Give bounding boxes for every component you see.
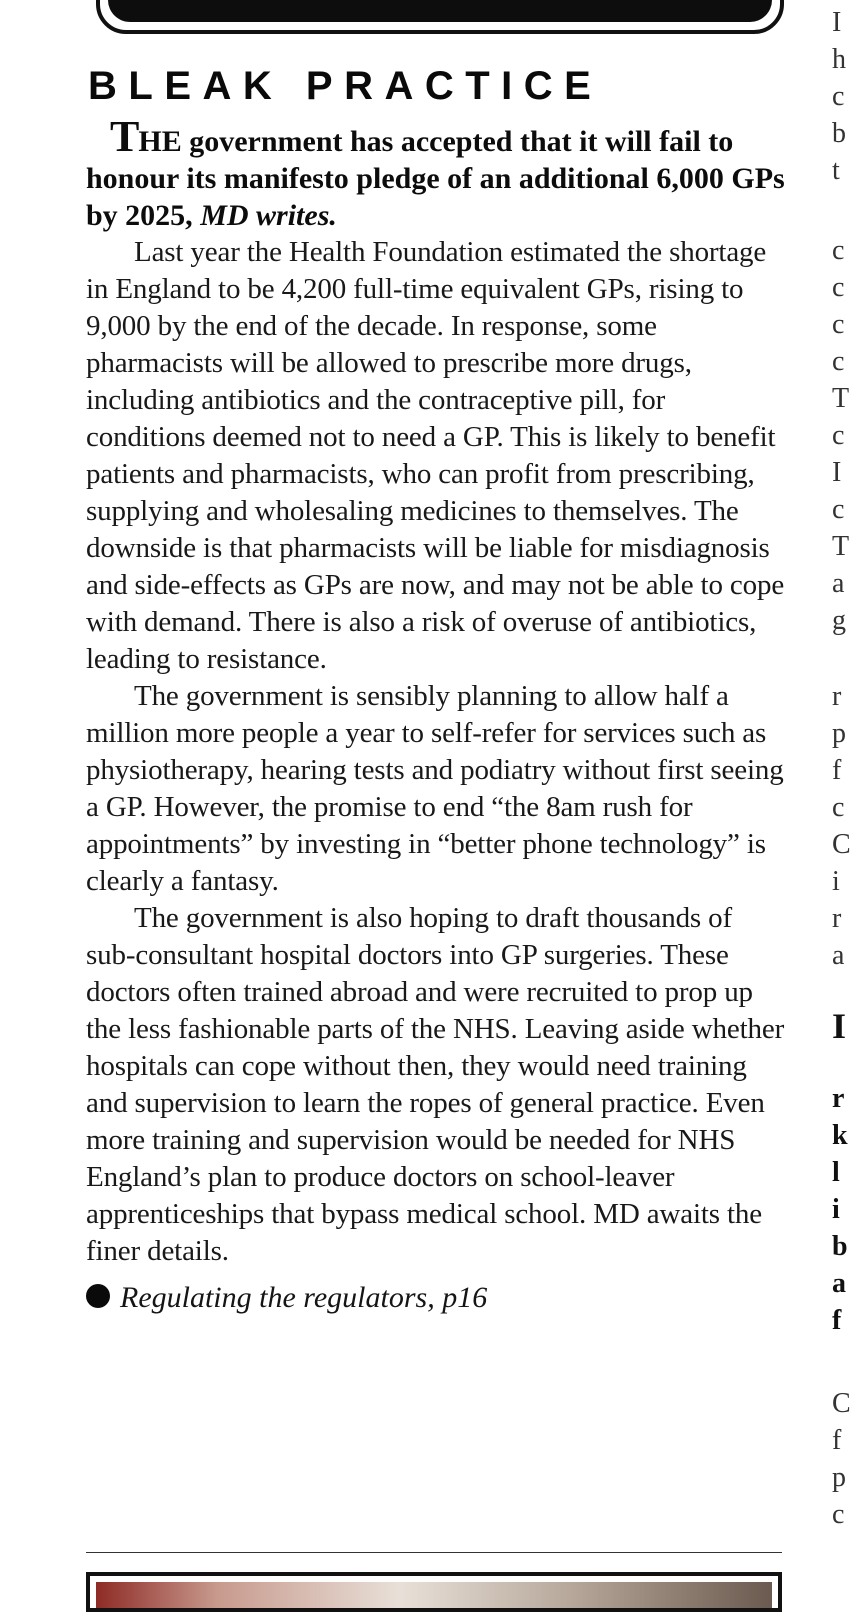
fragment-letter: C: [832, 829, 851, 860]
fragment-letter: a: [832, 1268, 846, 1299]
cross-reference-text: Regulating the regulators, p16: [120, 1281, 488, 1314]
fragment-letter: i: [832, 1194, 840, 1225]
fragment-letter: c: [832, 420, 845, 451]
bottom-photo: [96, 1582, 772, 1608]
article-headline: BLEAK PRACTICE: [88, 64, 603, 108]
fragment-letter: c: [832, 346, 845, 377]
fragment-letter: c: [832, 792, 845, 823]
bottom-divider: [86, 1552, 782, 1553]
fragment-letter: f: [832, 1305, 842, 1336]
fragment-letter: p: [832, 1462, 846, 1493]
fragment-letter: p: [832, 718, 846, 749]
fragment-letter: g: [832, 605, 846, 636]
fragment-letter: r: [832, 681, 842, 712]
bullet-icon: [86, 1284, 110, 1308]
fragment-letter: i: [832, 866, 840, 897]
fragment-letter: f: [832, 1425, 842, 1456]
top-frame-fill: [108, 0, 772, 22]
top-frame-border: [96, 0, 784, 34]
fragment-letter: k: [832, 1120, 848, 1151]
fragment-letter: I: [832, 7, 842, 38]
fragment-letter: a: [832, 940, 845, 971]
body-paragraph-3: The government is also hoping to draft thousands of sub-consultant hospital doctors into GP surgeries. These doctors often trained abroad and were recruited to prop up the less fashionable parts of the NHS. Leaving aside whether hospitals can cope without then, they would need training and supervision to learn the ropes of general practice. Even more training and supervision would be needed for NHS England’s plan to produce doctors on school-leaver apprenticeships that bypass medical school. MD awaits the finer details.: [86, 902, 785, 1267]
fragment-letter: r: [832, 903, 842, 934]
fragment-letter: I: [832, 457, 842, 488]
fragment-letter: T: [832, 531, 850, 562]
fragment-letter: T: [832, 383, 850, 414]
fragment-letter: c: [832, 81, 845, 112]
fragment-letter: c: [832, 272, 845, 303]
lede-text: HE government has accepted that it will fail to honour its manifesto pledge of an additional 6,000 GPs by 2025,: [86, 125, 785, 232]
fragment-letter: C: [832, 1388, 851, 1419]
adjacent-column-fragment: [832, 0, 855, 1596]
fragment-letter: h: [832, 44, 846, 75]
fragment-letter: c: [832, 309, 845, 340]
article: [86, 62, 786, 1316]
fragment-letter: a: [832, 568, 845, 599]
fragment-letter: l: [832, 1157, 840, 1188]
bottom-photo-frame: [86, 1572, 782, 1612]
article-lede: [86, 112, 786, 234]
fragment-letter: b: [832, 118, 846, 149]
fragment-letter: c: [832, 1499, 845, 1530]
cross-reference: [86, 1280, 786, 1316]
fragment-letter: f: [832, 755, 842, 786]
fragment-letter: c: [832, 235, 845, 266]
fragment-letter: t: [832, 155, 840, 186]
fragment-letter: b: [832, 1231, 848, 1262]
fragment-letter: c: [832, 494, 845, 525]
fragment-letter: I: [832, 1006, 847, 1046]
body-paragraph-1: Last year the Health Foundation estimated the shortage in England to be 4,200 full-time equivalent GPs, rising to 9,000 by the end of the decade. In response, some pharmacists will be allowed to prescribe more drugs, including antibiotics and the contraceptive pill, for conditions deemed not to need a GP. This is likely to benefit patients and pharmacists, who can profit from prescribing, supplying and wholesaling medicines to themselves. The downside is that pharmacists will be liable for misdiagnosis and side-effects as GPs are now, and may not be able to cope with demand. There is also a risk of overuse of antibiotics, leading to resistance.: [86, 236, 785, 675]
drop-cap: T: [110, 112, 139, 161]
fragment-letter: r: [832, 1083, 845, 1114]
byline: MD writes.: [200, 199, 337, 232]
body-paragraph-2: The government is sensibly planning to allow half a million more people a year to self-refer for services such as physiotherapy, hearing tests and podiatry without first seeing a GP. However, the promise to end “the 8am rush for appointments” by investing in “better phone technology” is clearly a fantasy.: [86, 680, 784, 897]
